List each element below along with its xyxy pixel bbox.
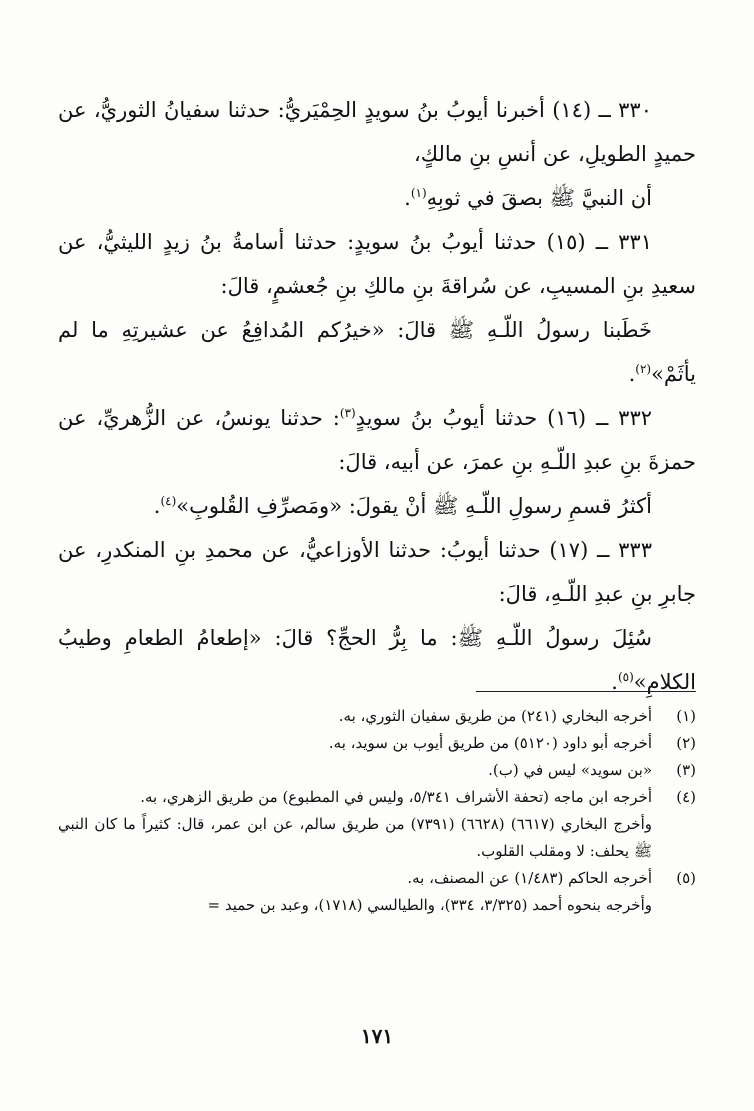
hadith-330-matn xyxy=(58,176,696,220)
footnote-continuation xyxy=(58,892,696,919)
footnote-item xyxy=(58,730,696,757)
footnote-number: (٤) xyxy=(676,788,696,806)
footnote-continuation xyxy=(58,811,696,865)
footnote-text: وأخرج البخاري (٦٦١٧) (٦٦٢٨) (٧٣٩١) من طريق سالم، عن ابن عمر، قال: كثيراً ما كان النبي ﷺ يحلف: لا ومقلب القلوب. xyxy=(58,815,652,860)
hadith-333 xyxy=(58,528,696,616)
footnote-item xyxy=(58,703,696,730)
footnote-text: أخرجه الحاكم (١/٤٨٣) عن المصنف، به. xyxy=(407,869,652,887)
footnote-number: (٥) xyxy=(676,869,696,887)
footnote-item xyxy=(58,865,696,892)
footnote-separator xyxy=(476,691,696,692)
matn-end: . xyxy=(628,362,636,386)
hadith-331 xyxy=(58,220,696,308)
hadith-333-text: ٣٣٣ ــ (١٧) حدثنا أيوبُ: حدثنا الأوزاعيُّ، عن محمدِ بنِ المنكدرِ، عن جابرِ بنِ عبدِ اللّـهِ، قالَ: xyxy=(58,538,696,606)
matn-end: . xyxy=(153,494,161,518)
matn-end: . xyxy=(611,670,618,694)
hadith-332-matn-text: أكثرُ قسمِ رسولِ اللّـهِ ﷺ أنْ يقولَ: «ومَصرِّفِ القُلوبِ» xyxy=(176,494,652,518)
hadith-331-text: ٣٣١ ــ (١٥) حدثنا أيوبُ بنُ سويدٍ: حدثنا أسامةُ بنُ زيدٍ الليثيُّ، عن سعيدِ بنِ المسيبِ، عن سُراقةَ بنِ مالكِ بنِ جُعشمٍ، قالَ: xyxy=(58,230,696,298)
footnote-item xyxy=(58,757,696,784)
hadith-331-matn xyxy=(58,308,696,396)
hadith-331-matn-text: خَطَبنا رسولُ اللّـهِ ﷺ قالَ: «خيرُكم المُدافِعُ عن عشيرتِهِ ما لم يأثَمْ» xyxy=(58,318,696,386)
footnote-number: (١) xyxy=(676,707,696,725)
footnotes xyxy=(58,703,696,919)
footnote-number: (٢) xyxy=(676,734,696,752)
page-number: ١٧١ xyxy=(360,1024,394,1048)
footnote-ref-3[interactable]: (٣) xyxy=(339,406,356,420)
footnote-ref-5[interactable]: (٥) xyxy=(617,670,634,684)
footnote-text: أخرجه البخاري (٢٤١) من طريق سفيان الثوري، به. xyxy=(338,707,652,725)
hadith-332-text: ٣٣٢ ــ (١٦) حدثنا أيوبُ بنُ سويدٍ xyxy=(355,406,653,430)
footnote-number: (٣) xyxy=(676,761,696,779)
footnote-item xyxy=(58,784,696,811)
hadith-330-text: ٣٣٠ ــ (١٤) أخبرنا أيوبُ بنُ سويدٍ الحِمْيَريُّ: حدثنا سفيانُ الثوريُّ، عن حميدٍ الطويلِ، عن أنسِ بنِ مالكٍ، xyxy=(58,98,696,166)
footnote-ref-4[interactable]: (٤) xyxy=(160,494,177,508)
hadith-332 xyxy=(58,396,696,484)
footnote-text: «بن سويد» ليس في (ب). xyxy=(488,761,652,779)
hadith-330-matn-text: أن النبيَّ ﷺ بصقَ في ثوبِهِ xyxy=(426,186,652,210)
hadith-333-matn-text: سُئِلَ رسولُ اللّـهِ ﷺ: ما بِرُّ الحجِّ؟ قالَ: «إطعامُ الطعامِ وطيبُ الكلامِ» xyxy=(58,626,696,694)
hadith-330 xyxy=(58,88,696,176)
footnote-text: أخرجه ابن ماجه (تحفة الأشراف ٥/٣٤١، وليس في المطبوع) من طريق الزهري، به. xyxy=(140,788,652,806)
main-text xyxy=(58,88,696,704)
hadith-332-tail: : حدثنا يونسُ، عن الزُّهريِّ، عن حمزةَ بنِ عبدِ اللّـهِ بنِ عمرَ، عن أبيه، قالَ: xyxy=(58,406,696,474)
footnote-text: أخرجه أبو داود (٥١٢٠) من طريق أيوب بن سويد، به. xyxy=(328,734,652,752)
footnote-ref-1[interactable]: (١) xyxy=(410,186,427,200)
matn-end: . xyxy=(404,186,411,210)
footnote-text: وأخرجه بنحوه أحمد (٣/٣٢٥، ٣٣٤)، والطيالسي (١٧١٨)، وعبد بن حميد = xyxy=(207,896,652,914)
hadith-332-matn xyxy=(58,484,696,528)
footnote-ref-2[interactable]: (٢) xyxy=(635,362,652,376)
